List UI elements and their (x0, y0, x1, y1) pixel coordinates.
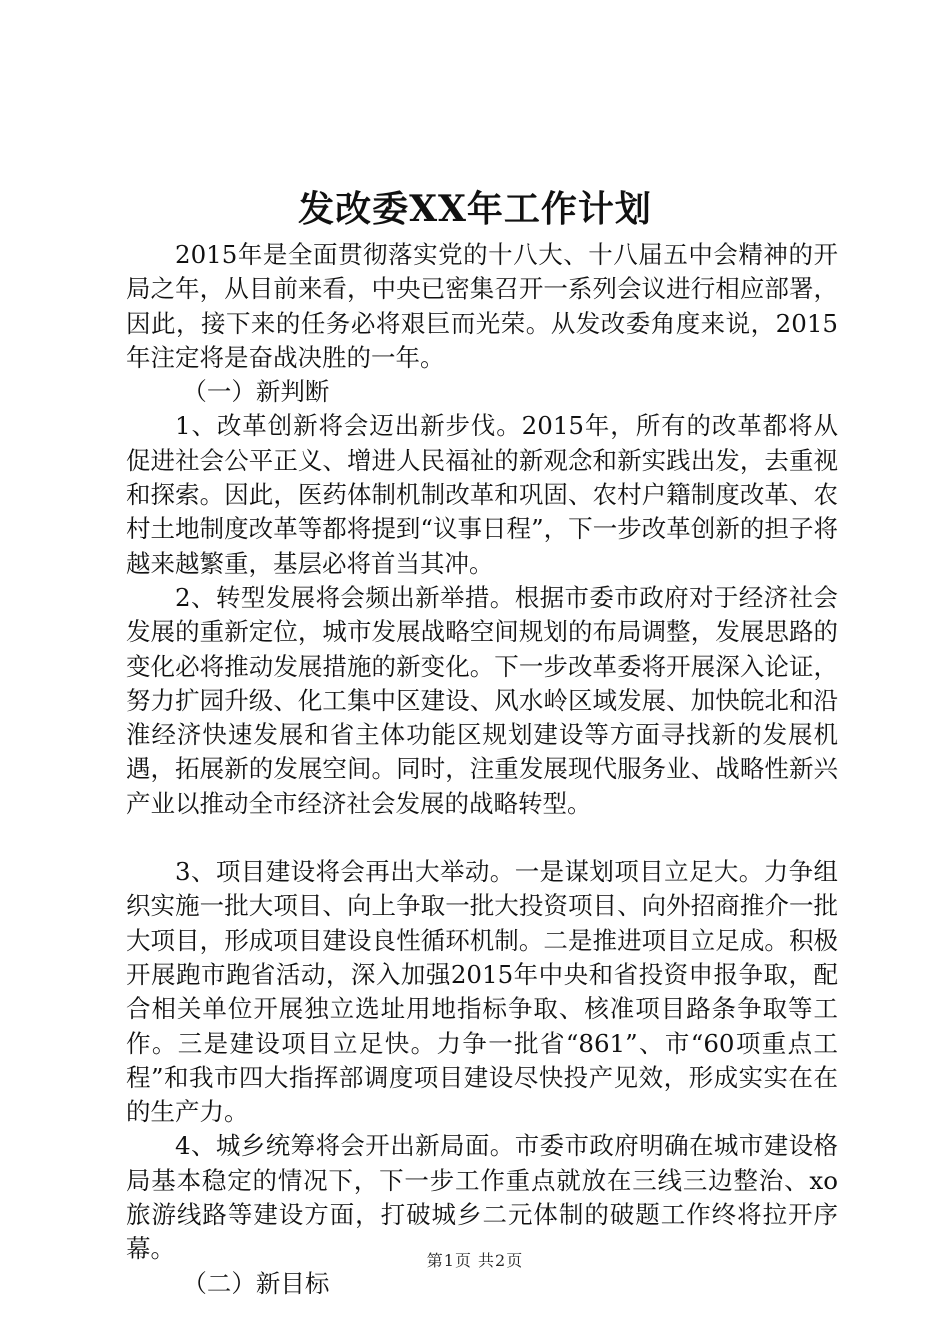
section-heading-new-judgment: （一）新判断 (182, 377, 330, 407)
paragraph-spacer (126, 821, 838, 855)
item-4-paragraph: 4、城乡统筹将会开出新局面。市委市政府明确在城市建设格局基本稳定的情况下，下一步工作重点就放在三线三边整治、xo旅游线路等建设方面，打破城乡二元体制的破题工作终将拉开序幕。 (126, 1131, 838, 1264)
intro-paragraph: 2015年是全面贯彻落实党的十八大、十八届五中会精神的开局之年，从目前来看，中央已密集召开一系列会议进行相应部署，因此，接下来的任务必将艰巨而光荣。从发改委角度来说，2015年注定将是奋战决胜的一年。 (126, 240, 838, 372)
section-heading-new-goals: （二）新目标 (182, 1268, 330, 1298)
page-footer: 第1页 共2页 (426, 1251, 524, 1270)
item-3-paragraph: 3、项目建设将会再出大举动。一是谋划项目立足大。力争组织实施一批大项目、向上争取一批大投资项目、向外招商推介一批大项目，形成项目建设良性循环机制。二是推进项目立足成。积极开展跑市跑省活动，深入加强2015年中央和省投资申报争取，配合相关单位开展独立选址用地指标争取、核准项目路条争取等工作。三是建设项目立足快。力争一批省“861”、市“60项重点工程”和我市四大指挥部调度项目建设尽快投产见效，形成实实在在的生产力。 (126, 857, 838, 1127)
document-body (126, 238, 838, 1301)
item-2-paragraph: 2、转型发展将会频出新举措。根据市委市政府对于经济社会发展的重新定位，城市发展战略空间规划的布局调整，发展思路的变化必将推动发展措施的新变化。下一步改革委将开展深入论证，努力扩园升级、化工集中区建设、风水岭区域发展、加快皖北和沿淮经济快速发展和省主体功能区规划建设等方面寻找新的发展机遇，拓展新的发展空间。同时，注重发展现代服务业、战略性新兴产业以推动全市经济社会发展的战略转型。 (126, 582, 838, 818)
item-1-paragraph: 1、改革创新将会迈出新步伐。2015年，所有的改革都将从促进社会公平正义、增进人民福祉的新观念和新实践出发，去重视和探索。因此，医药体制机制改革和巩固、农村户籍制度改革、农村土地制度改革等都将提到“议事日程”，下一步改革创新的担子将越来越繁重，基层必将首当其冲。 (126, 411, 838, 578)
document-title: 发改委XX年工作计划 (298, 188, 652, 230)
